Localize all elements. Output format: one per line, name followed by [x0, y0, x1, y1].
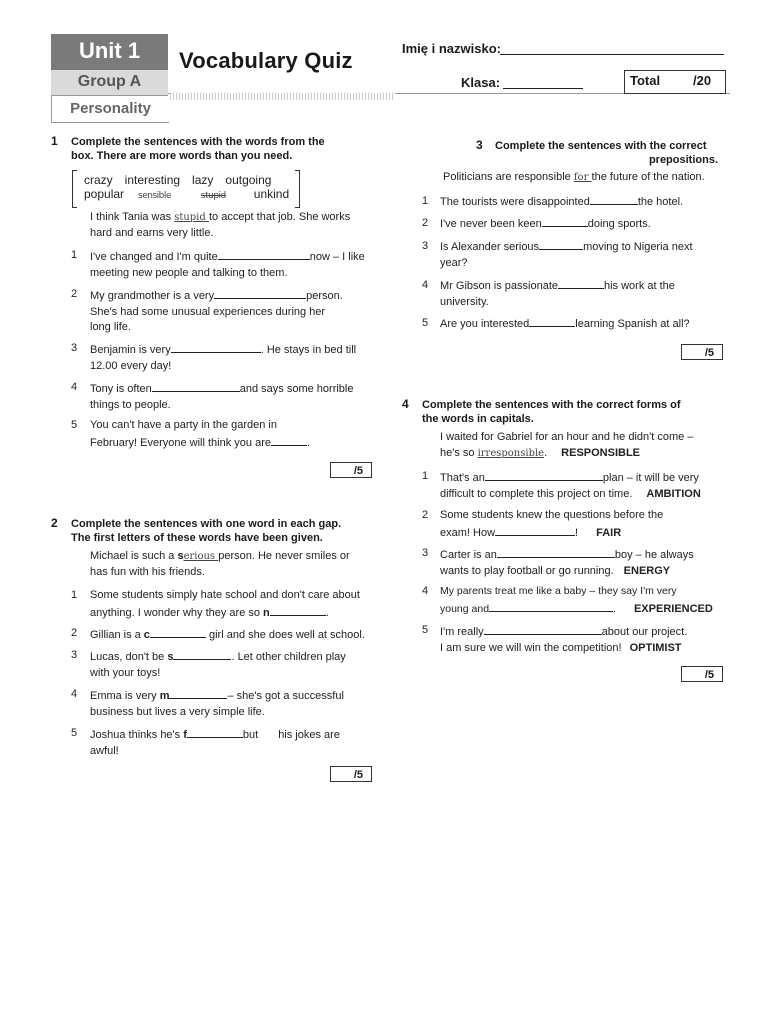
word-box-bracket-right [295, 170, 300, 208]
instruction-line: the words in capitals. [422, 413, 534, 425]
name-label: Imię i nazwisko: [402, 41, 501, 56]
name-field[interactable] [500, 40, 724, 55]
example-answer: erious [183, 551, 219, 562]
total-label: Total [630, 73, 661, 88]
exercise-1-score-box: /5 [330, 462, 372, 478]
item-text: . He stays in bed till [260, 344, 357, 356]
answer-gap[interactable] [590, 193, 638, 205]
item-text: university. [440, 295, 489, 308]
item-text: person. [306, 290, 343, 302]
exercise-3-item-5 [440, 315, 730, 333]
capital-word: FAIR [596, 526, 622, 539]
item-text: doing sports. [587, 218, 651, 230]
item-number: 5 [422, 317, 429, 329]
exercise-2-item-2 [90, 626, 385, 644]
answer-gap[interactable] [271, 434, 307, 446]
exercise-4-instruction [422, 398, 681, 426]
exercise-1-instruction [71, 135, 325, 163]
item-number: 5 [71, 727, 78, 739]
item-number: 4 [422, 585, 429, 597]
capital-word: AMBITION [646, 487, 701, 500]
item-text: I am sure we will win the competition! [440, 641, 622, 654]
word-option: popular [84, 187, 125, 201]
word-option: outgoing [225, 173, 272, 187]
example-text: to accept that job. She works [208, 211, 351, 223]
item-text: wants to play football or go running. [440, 564, 614, 577]
item-text: Gillian is a [90, 629, 144, 641]
item-text: the hotel. [637, 196, 684, 208]
instruction-line: prepositions. [648, 154, 718, 166]
example-text: . [544, 446, 548, 459]
item-text: – she's got a successful [227, 690, 344, 702]
word-option-handwritten: sensible [138, 191, 171, 201]
capital-word: OPTIMIST [629, 641, 682, 654]
item-text: I've never been keen [440, 218, 542, 230]
item-number: 3 [71, 649, 78, 661]
instruction-line: box. There are more words than you need. [71, 150, 293, 162]
answer-gap[interactable] [214, 287, 306, 299]
class-field[interactable] [503, 74, 583, 89]
item-text: She's had some unusual experiences during her [90, 305, 326, 318]
answer-gap[interactable] [150, 626, 206, 638]
first-letter: s [167, 651, 174, 663]
item-number: 1 [71, 589, 78, 601]
answer-gap[interactable] [187, 726, 243, 738]
capital-word: ENERGY [623, 564, 671, 577]
first-letter: n [263, 606, 270, 619]
answer-gap[interactable] [542, 215, 588, 227]
exercise-4-number: 4 [402, 397, 409, 411]
item-text: My grandmother is a very [90, 290, 215, 302]
decorative-stripes [170, 93, 395, 100]
exercise-3-item-3 [440, 238, 730, 271]
item-text: Emma is very [90, 690, 160, 702]
answer-gap[interactable] [558, 277, 604, 289]
word-option: lazy [192, 173, 214, 187]
item-text: . [306, 436, 311, 449]
item-text: young and [440, 602, 490, 615]
exercise-3-number: 3 [476, 138, 483, 152]
item-text: Joshua thinks he's [90, 729, 184, 741]
answer-gap[interactable] [173, 648, 231, 660]
instruction-line: Complete the sentences with the words from the [71, 136, 325, 148]
item-text: business but lives a very simple life. [90, 705, 265, 718]
item-text: . [613, 602, 616, 615]
answer-gap[interactable] [497, 546, 615, 558]
exercise-4-item-1 [440, 469, 740, 502]
item-text: I've changed and I'm quite [90, 251, 218, 263]
first-letter: c [143, 629, 150, 641]
exercise-4-item-2 [440, 508, 740, 541]
example-text: hard and earns very little. [90, 226, 214, 239]
item-text: My parents treat me like a baby – they say I'm very [440, 585, 677, 597]
item-number: 2 [71, 627, 78, 639]
item-text: about our project. [601, 626, 688, 638]
exercise-4-score-box: /5 [681, 666, 723, 682]
item-text: and says some horrible [239, 383, 354, 395]
example-answer: stupid [174, 212, 209, 223]
item-text: The tourists were disappointed [440, 196, 590, 208]
word-box-bracket-left [72, 170, 77, 208]
item-text: 12.00 every day! [90, 359, 172, 372]
example-text: I think Tania was [90, 211, 175, 223]
exercise-3-item-2 [440, 215, 730, 233]
exercise-3-instruction [495, 139, 718, 167]
item-text: exam! How [440, 526, 496, 539]
exercise-3-example [443, 170, 733, 186]
example-first-letter: s [177, 550, 184, 562]
answer-gap[interactable] [489, 600, 613, 612]
item-text: Tony is often [90, 383, 152, 395]
item-text: anything. I wonder why they are so [90, 606, 264, 619]
first-letter: m [159, 690, 170, 702]
answer-gap[interactable] [270, 604, 326, 616]
example-text: he's so [440, 446, 478, 459]
exercise-2-score-box: /5 [330, 766, 372, 782]
exercise-3-item-1 [440, 193, 730, 211]
word-box [72, 170, 300, 206]
word-option: unkind [253, 187, 290, 201]
exercise-1-number: 1 [51, 134, 58, 148]
instruction-line: Complete the sentences with one word in each gap. [71, 518, 342, 530]
answer-gap[interactable] [485, 469, 603, 481]
item-text: Are you interested [440, 318, 530, 330]
example-text: has fun with his friends. [90, 565, 205, 578]
instruction-line: The first letters of these words have been given. [71, 532, 323, 544]
item-text: learning Spanish at all? [575, 318, 690, 330]
answer-gap[interactable] [529, 315, 575, 327]
item-text: long life. [90, 321, 131, 333]
example-text: Michael is such a [90, 550, 178, 562]
answer-gap[interactable] [171, 341, 261, 353]
exercise-2-example [90, 549, 380, 580]
answer-gap[interactable] [169, 687, 227, 699]
topic-label: Personality [51, 96, 169, 123]
exercise-3-score-box: /5 [681, 344, 723, 360]
item-text: That's an [440, 472, 485, 484]
first-letter: f [183, 729, 187, 741]
group-label: Group A [51, 70, 168, 96]
item-text: Mr Gibson is passionate [440, 280, 558, 292]
example-text: person. He never smiles or [218, 550, 350, 562]
item-number: 3 [422, 240, 429, 252]
exercise-1-item-3 [90, 341, 380, 374]
answer-gap[interactable] [152, 380, 240, 392]
item-number: 4 [71, 688, 78, 700]
capital-word: EXPERIENCED [633, 602, 713, 615]
item-text: meeting new people and talking to them. [90, 266, 288, 279]
item-number: 3 [422, 547, 429, 559]
item-text: moving to Nigeria next [583, 241, 693, 253]
item-number: 5 [71, 419, 78, 431]
exercise-1-example [90, 210, 375, 241]
answer-gap[interactable] [495, 524, 575, 536]
item-text: but [242, 729, 259, 741]
exercise-2-number: 2 [51, 516, 58, 530]
exercise-2-item-3 [90, 648, 385, 681]
exercise-1-item-2 [90, 287, 380, 336]
item-number: 3 [71, 342, 78, 354]
example-answer: irresponsible [477, 447, 545, 459]
item-text: girl and she does well at school. [205, 629, 365, 641]
word-option: interesting [124, 173, 181, 187]
exercise-3-item-4 [440, 277, 730, 310]
exercise-4-example [440, 430, 740, 461]
exercise-4-item-3 [440, 546, 740, 579]
item-number: 1 [71, 249, 78, 261]
item-text: Lucas, don't be [90, 651, 168, 663]
example-answer: for [573, 172, 592, 183]
item-text: his jokes are [278, 729, 340, 741]
exercise-2-instruction [71, 517, 341, 545]
answer-gap[interactable] [539, 238, 583, 250]
item-text: Benjamin is very [90, 344, 171, 356]
unit-label: Unit 1 [51, 34, 168, 70]
answer-gap[interactable] [484, 623, 602, 635]
exercise-2-item-1 [90, 588, 385, 621]
word-box-row-2 [84, 187, 294, 205]
item-text: things to people. [90, 398, 171, 411]
item-text: Carter is an [440, 549, 497, 561]
page-title: Vocabulary Quiz [179, 48, 353, 73]
total-value: /20 [693, 73, 712, 88]
item-text: ! [575, 526, 579, 539]
item-text: difficult to complete this project on time. [440, 487, 633, 500]
item-number: 2 [422, 509, 429, 521]
item-text: I'm really [440, 626, 484, 638]
item-number: 4 [71, 381, 78, 393]
item-number: 4 [422, 279, 429, 291]
item-text: with your toys! [90, 666, 161, 679]
instruction-line: Complete the sentences with the correct forms of [422, 399, 681, 411]
example-text: the future of the nation. [591, 171, 705, 183]
exercise-2-item-4 [90, 687, 385, 720]
instruction-line: Complete the sentences with the correct [495, 140, 707, 152]
exercise-2-item-5 [90, 726, 385, 759]
item-text: boy – he always [614, 549, 694, 561]
exercise-1-item-4 [90, 380, 380, 413]
exercise-1-item-1 [90, 248, 380, 281]
item-text: awful! [90, 744, 119, 757]
item-text: . [325, 606, 329, 619]
item-number: 5 [422, 624, 429, 636]
item-text: February! Everyone will think you are [90, 436, 271, 449]
example-text: Politicians are responsible [443, 171, 574, 183]
item-text: Some students simply hate school and don't care about [90, 589, 360, 601]
class-label: Klasa: [461, 75, 501, 90]
word-option-crossed: stupid [200, 191, 226, 201]
answer-gap[interactable] [218, 248, 310, 260]
item-text: Is Alexander serious [440, 241, 540, 253]
capital-word: RESPONSIBLE [561, 446, 641, 459]
total-score-box [624, 70, 726, 94]
item-number: 1 [422, 470, 429, 482]
item-text: You can't have a party in the garden in [90, 419, 277, 431]
item-text: . Let other children play [231, 651, 346, 663]
item-text: his work at the [604, 280, 675, 292]
item-number: 2 [422, 217, 429, 229]
exercise-1-item-5 [90, 418, 380, 451]
item-text: Some students knew the questions before the [440, 509, 664, 521]
item-text: year? [440, 256, 468, 269]
item-number: 1 [422, 195, 429, 207]
word-option: crazy [84, 173, 113, 187]
item-text: plan – it will be very [602, 472, 699, 484]
exercise-4-item-5 [440, 623, 740, 656]
item-text: now – I like [309, 251, 365, 263]
example-text: I waited for Gabriel for an hour and he didn't come – [440, 431, 694, 443]
exercise-4-item-4 [440, 584, 740, 617]
item-number: 2 [71, 288, 78, 300]
